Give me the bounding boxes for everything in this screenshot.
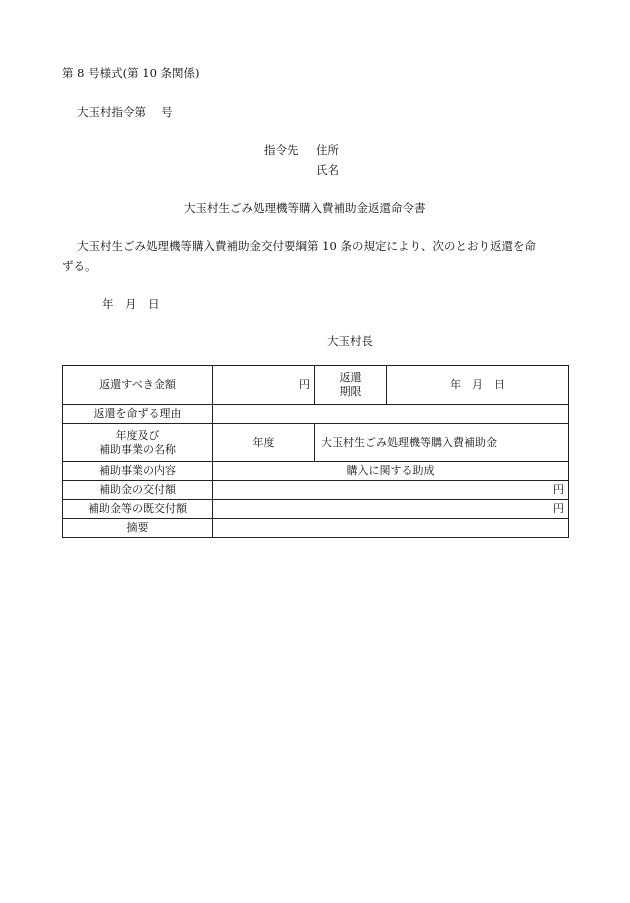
issue-date: 年 月 日 [102, 297, 160, 311]
form-number: 第 8 号様式(第 10 条関係) [62, 66, 200, 80]
table-row [63, 519, 569, 538]
return-reason-label: 返還を命ずる理由 [63, 405, 213, 424]
order-number: 大玉村指令第 号 [77, 105, 173, 119]
program-name-label [63, 424, 213, 462]
return-reason-value [213, 405, 569, 424]
table-row [63, 500, 569, 519]
table-row [63, 462, 569, 481]
table-row [63, 424, 569, 462]
prior-granted-amount-unit: 円 [213, 500, 569, 519]
table-row [63, 481, 569, 500]
issuer: 大玉村長 [327, 334, 373, 348]
name-label: 氏名 [316, 163, 339, 177]
deadline-value: 年 月 日 [387, 366, 569, 405]
deadline-label-line-1: 返還 [339, 371, 362, 384]
return-amount-unit: 円 [213, 366, 315, 405]
program-name-label-line-2: 補助事業の名称 [99, 442, 176, 456]
address-label: 住所 [316, 143, 339, 157]
table-row [63, 405, 569, 424]
prior-granted-amount-label: 補助金等の既交付額 [63, 500, 213, 519]
remarks-label: 摘要 [63, 519, 213, 538]
return-amount-label: 返還すべき金額 [63, 366, 213, 405]
remarks-value [213, 519, 569, 538]
program-name-label-line-1: 年度及び [115, 428, 160, 442]
program-content-value: 購入に関する助成 [213, 462, 569, 481]
deadline-label-line-2: 期限 [339, 385, 362, 398]
granted-amount-unit: 円 [213, 481, 569, 500]
recipient-label: 指令先 [264, 143, 299, 157]
deadline-label [315, 366, 387, 405]
document-title: 大玉村生ごみ処理機等購入費補助金返還命令書 [184, 201, 426, 215]
fiscal-year: 年度 [213, 424, 315, 462]
table-row [63, 366, 569, 405]
granted-amount-label: 補助金の交付額 [63, 481, 213, 500]
return-order-table [62, 365, 569, 538]
body-text-line-1: 大玉村生ごみ処理機等購入費補助金交付要綱第 10 条の規定により、次のとおり返還を命 [77, 239, 536, 253]
body-text-line-2: ずる。 [62, 259, 97, 273]
program-content-label: 補助事業の内容 [63, 462, 213, 481]
program-name: 大玉村生ごみ処理機等購入費補助金 [315, 424, 569, 462]
